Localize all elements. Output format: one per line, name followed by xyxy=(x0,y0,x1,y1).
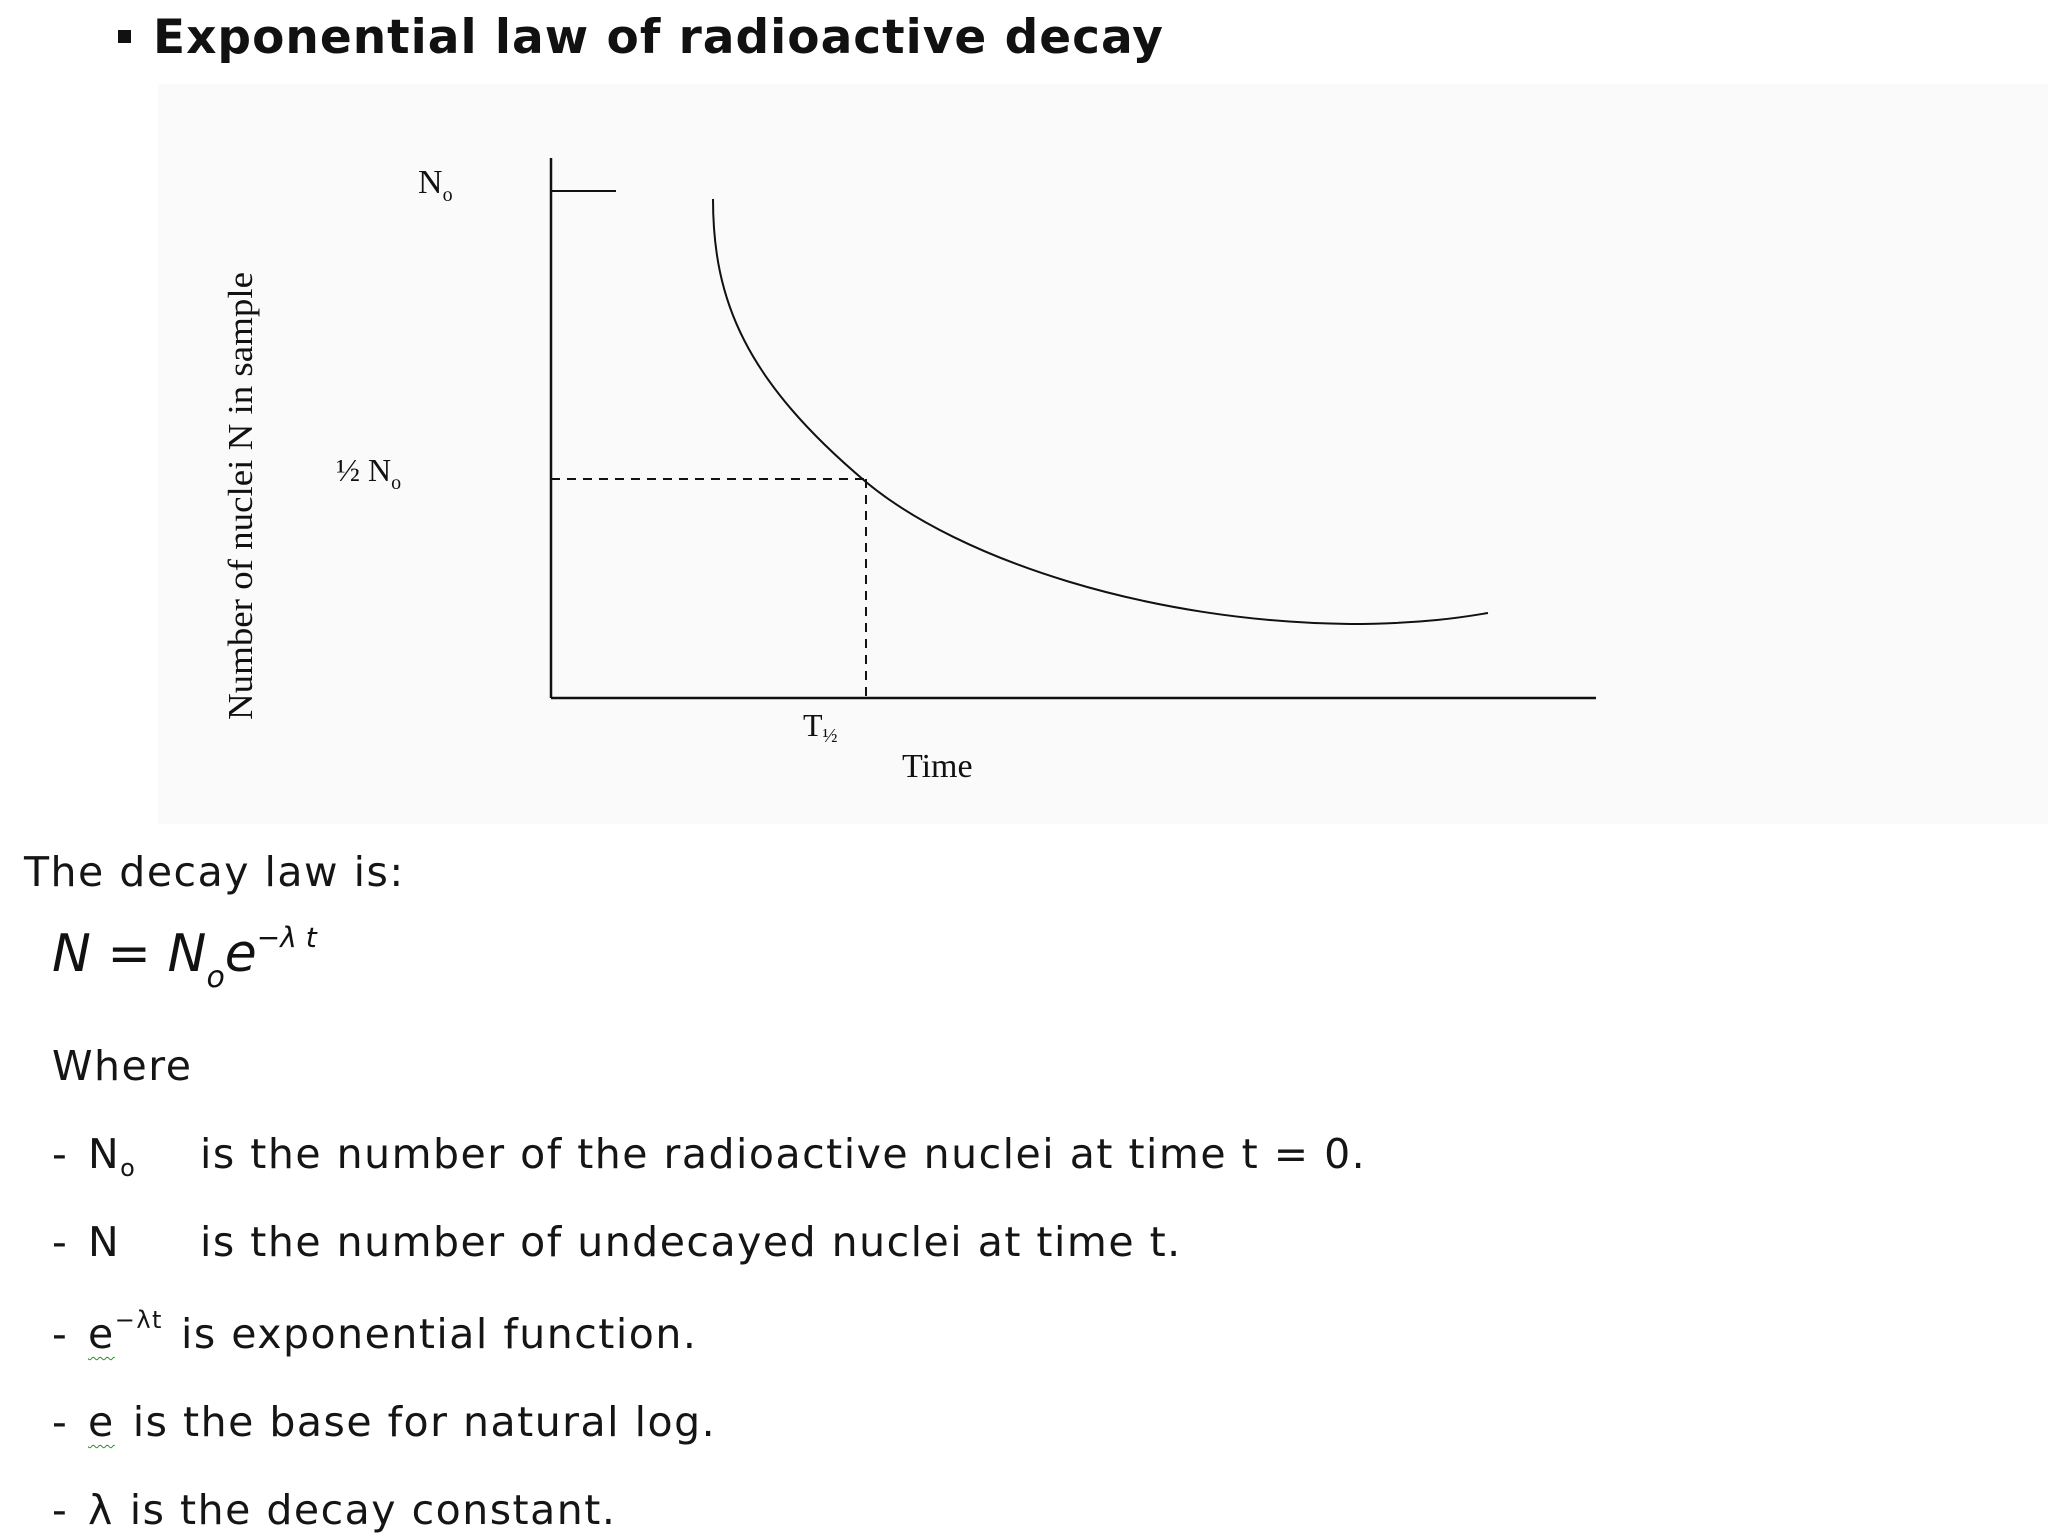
definition-e: - e is the base for natural log. xyxy=(52,1398,717,1446)
definition-n: - N is the number of undecayed nuclei at time t. xyxy=(52,1218,1182,1266)
x-axis-label: Time xyxy=(902,748,973,785)
decay-curve xyxy=(713,199,1488,624)
heading-text: Exponential law of radioactive decay xyxy=(153,10,1164,65)
decay-formula: $N = N_oe^{-\lambda t}$ xyxy=(52,921,317,995)
definition-exp: - $e^{-\lambda t}$ is exponential function. xyxy=(52,1306,698,1358)
y-tick-n0: $N_o$ xyxy=(418,164,453,206)
y-axis-label: Number of nuclei N in sample xyxy=(221,295,260,720)
y-tick-half-n0: ½ $N_o$ xyxy=(336,452,402,494)
definition-n0: - No is the number of the radioactive nuclei at time t = 0. xyxy=(52,1130,1367,1182)
decay-law-intro: The decay law is: xyxy=(24,848,405,896)
where-label: Where xyxy=(52,1042,193,1090)
definition-lambda: - λ is the decay constant. xyxy=(52,1486,617,1534)
x-tick-half-life: T½ xyxy=(803,707,838,747)
